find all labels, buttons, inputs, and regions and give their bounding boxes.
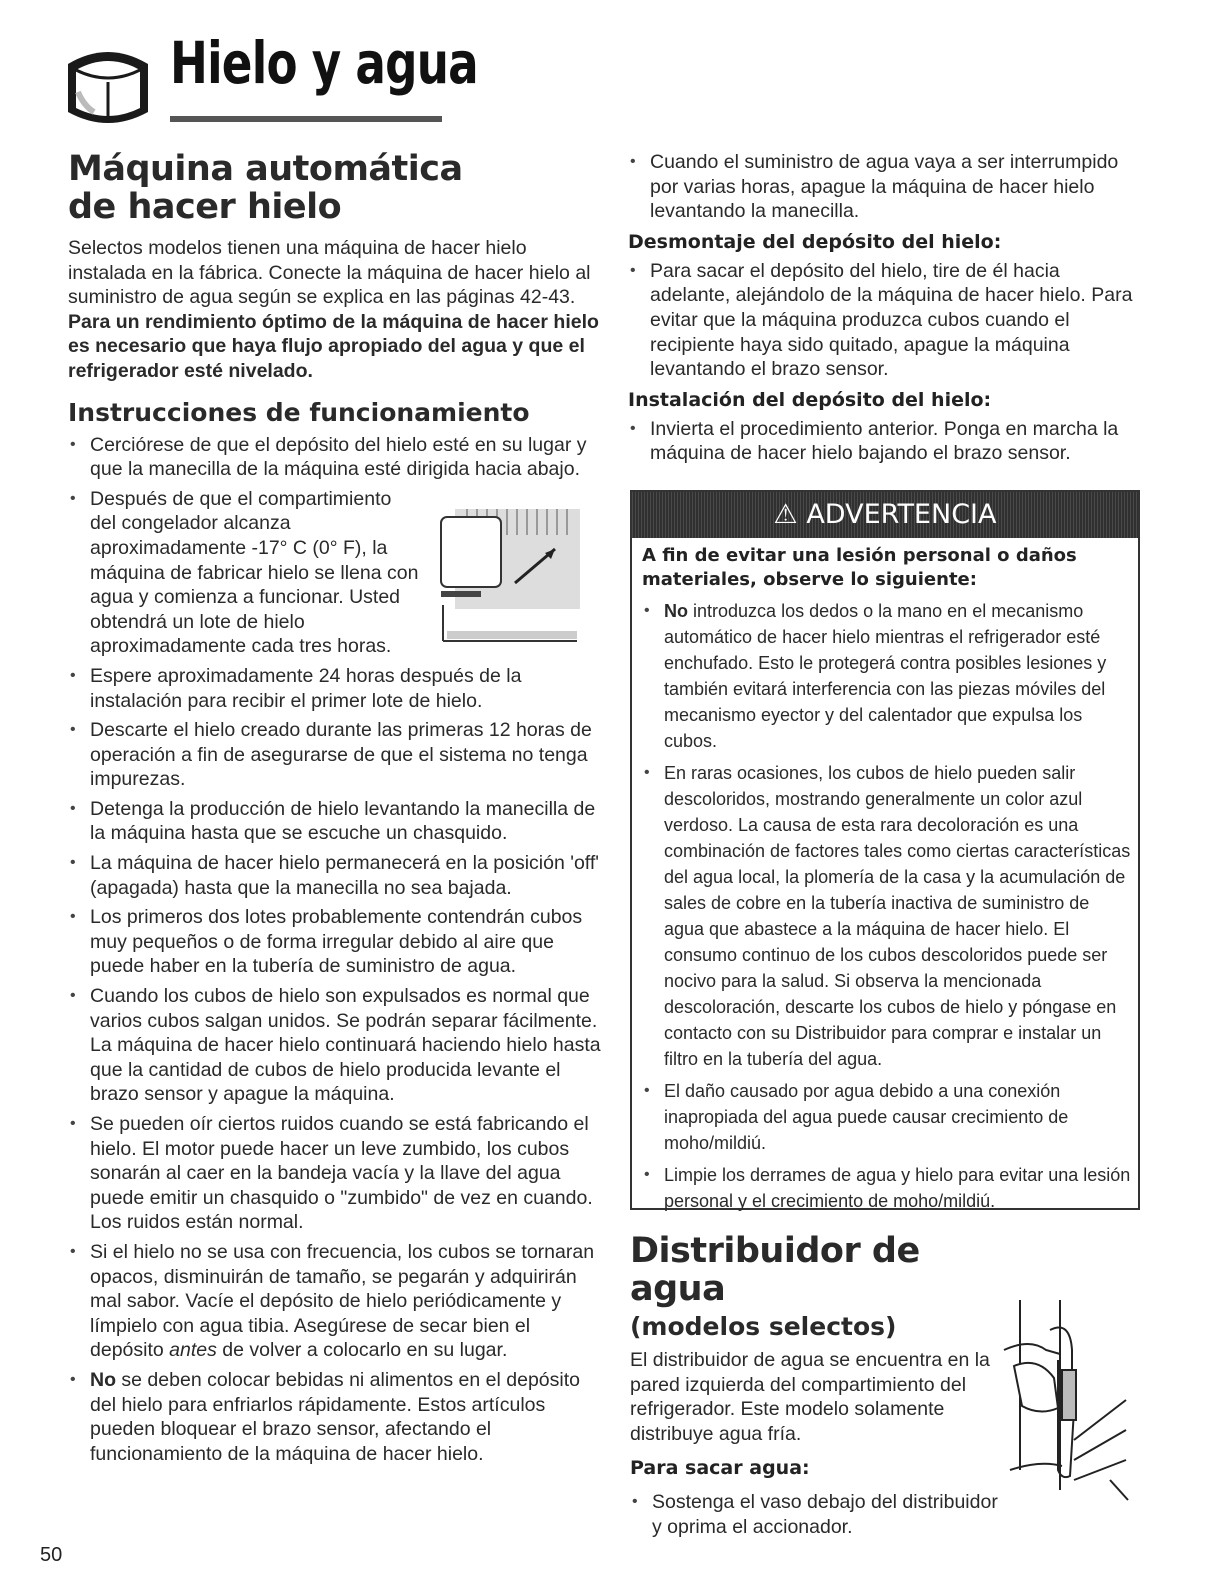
section-heading-water-dispenser: Distribuidor de agua	[630, 1231, 920, 1309]
ice-maker-illustration	[437, 505, 580, 650]
list-item: • Detenga la producción de hielo levantando la manecilla de la máquina hasta que se escuche un chasquido.	[68, 797, 603, 846]
list-item: • Espere aproximadamente 24 horas después de la instalación para recibir el primer lote de hielo.	[68, 664, 603, 713]
ice-maker-intro	[68, 236, 603, 384]
intro-text: Selectos modelos tienen una máquina de hacer hielo instalada en la fábrica. Conecte la máquina de hacer hielo al suministro de agua según se explica en las páginas 42-43.	[68, 237, 591, 309]
list-item: • En raras ocasiones, los cubos de hielo pueden salir descoloridos, mostrando generalmente un color azul verdoso. La causa de esta rara decoloración es una combinación de factores tales como ciertas características del agua local, la plomería de la casa y la acumulación de sales de cobre en la tubería inactiva de suministro de agua que abastece a la máquina de hacer hielo. El consumo continuo de los cubos descoloridos puede ser nocivo para la salud. Si observa la mencionada descoloración, descarte los cubos de hielo y póngase en contacto con su Distribuidor para comprar e instalar un filtro en la tubería del agua.	[642, 760, 1132, 1072]
water-dispenser-section	[630, 1232, 1000, 1540]
title-underline	[170, 116, 442, 122]
list-item: • No se deben colocar bebidas ni alimentos en el depósito del hielo para enfriarlos rápidamente. Estos artículos pueden bloquear el brazo sensor, afectando el funcionamiento de la máquina de hacer hielo.	[68, 1368, 603, 1466]
warning-title: ADVERTENCIA	[806, 499, 997, 530]
list-item: • Invierta el procedimiento anterior. Ponga en marcha la máquina de hacer hielo bajando el brazo sensor.	[628, 417, 1143, 466]
instructions-heading: Instrucciones de funcionamiento	[68, 397, 530, 427]
how-to-heading: Para sacar agua:	[630, 1457, 810, 1480]
install-heading: Instalación del depósito del hielo:	[628, 388, 992, 411]
warning-box	[630, 490, 1140, 1210]
removal-list	[628, 259, 1143, 382]
warning-triangle-icon: ⚠	[773, 499, 798, 530]
page-number: 50	[40, 1544, 63, 1566]
install-list	[628, 417, 1143, 466]
list-item: • Cerciórese de que el depósito del hielo esté en su lugar y que la manecilla de la máquina esté dirigida hacia abajo.	[68, 433, 603, 482]
warning-header	[632, 492, 1138, 538]
water-dispenser-subheading: (modelos selectos)	[630, 1312, 897, 1341]
section-heading-ice-maker: Máquina automática de hacer hielo	[68, 149, 463, 227]
right-column	[628, 150, 1143, 466]
list-item: • Limpie los derrames de agua y hielo para evitar una lesión personal y el crecimiento de moho/mildiú.	[642, 1162, 1132, 1214]
removal-heading: Desmontaje del depósito del hielo:	[628, 230, 1002, 253]
intro-bold-text: Para un rendimiento óptimo de la máquina de hacer hielo es necesario que haya flujo apropiado del agua y que el refrigerador esté nivelado.	[68, 310, 599, 382]
water-dispenser-text: El distribuidor de agua se encuentra en la pared izquierda del compartimiento del refrigerador. Este modelo solamente distribuye agua fría.	[630, 1349, 990, 1445]
list-item: • Para sacar el depósito del hielo, tire de él hacia adelante, alejándolo de la máquina de hacer hielo. Para evitar que la máquina produzca cubos cuando el recipiente haya sido quitado, apague la máquina levantando el brazo sensor.	[628, 259, 1143, 382]
warning-list	[642, 598, 1132, 1214]
how-to-list	[630, 1490, 1000, 1539]
warning-body	[642, 544, 1132, 1214]
list-item: • Sostenga el vaso debajo del distribuidor y oprima el accionador.	[630, 1490, 1000, 1539]
right-list	[628, 150, 1143, 224]
left-column	[68, 150, 603, 1466]
list-item: • Cuando los cubos de hielo son expulsados es normal que varios cubos salgan unidos. Se podrán separar fácilmente. La máquina de hacer hielo continuará haciendo hielo hasta que la cantidad de cubos de hielo producida levante el brazo sensor y apague la máquina.	[68, 984, 603, 1107]
list-item: • Se pueden oír ciertos ruidos cuando se está fabricando el hielo. El motor puede hacer un leve zumbido, los cubos sonarán al caer en la bandeja vacía y la llave del agua puede emitir un chasquido o "zumbido" de vez en cuando. Los ruidos están normal.	[68, 1112, 603, 1235]
list-item: • El daño causado por agua debido a una conexión inapropiada del agua puede causar crecimiento de moho/mildiú.	[642, 1078, 1132, 1156]
list-item: • La máquina de hacer hielo permanecerá en la posición 'off' (apagada) hasta que la manecilla no sea bajada.	[68, 851, 603, 900]
list-item: • Cuando el suministro de agua vaya a ser interrumpido por varias horas, apague la máquina de hacer hielo levantando la manecilla.	[628, 150, 1143, 224]
list-item: • Después de que el compartimiento del congelador alcanza aproximadamente -17° C (0° F), la máquina de fabricar hielo se llena con agua y comienza a funcionar. Usted obtendrá un lote de hielo aproximadamente cada tres horas.	[68, 487, 420, 659]
water-dispenser-illustration	[1000, 1290, 1130, 1505]
page-title: Hielo y agua	[170, 29, 478, 97]
ice-cube-icon	[62, 42, 154, 132]
list-item: • Si el hielo no se usa con frecuencia, los cubos se tornaran opacos, disminuirán de tamaño, se pegarán y adquirirán mal sabor. Vacíe el depósito de hielo periódicamente y límpielo con agua tibia. Asegúrese de secar bien el depósito antes de volver a colocarlo en su lugar.	[68, 1240, 603, 1363]
list-item: • Los primeros dos lotes probablemente contendrán cubos muy pequeños o de forma irregular debido al aire que puede haber en la tubería de suministro de agua.	[68, 905, 603, 979]
list-item: • No introduzca los dedos o la mano en el mecanismo automático de hacer hielo mientras el refrigerador esté enchufado. Esto le protegerá contra posibles lesiones y también evitará interferencia con las piezas móviles del mecanismo eyector y del calentador que expulsa los cubos.	[642, 598, 1132, 754]
warning-lead: A fin de evitar una lesión personal o daños materiales, observe lo siguiente:	[642, 545, 1077, 590]
list-item: • Descarte el hielo creado durante las primeras 12 horas de operación a fin de asegurarse de que el sistema no tenga impurezas.	[68, 718, 603, 792]
